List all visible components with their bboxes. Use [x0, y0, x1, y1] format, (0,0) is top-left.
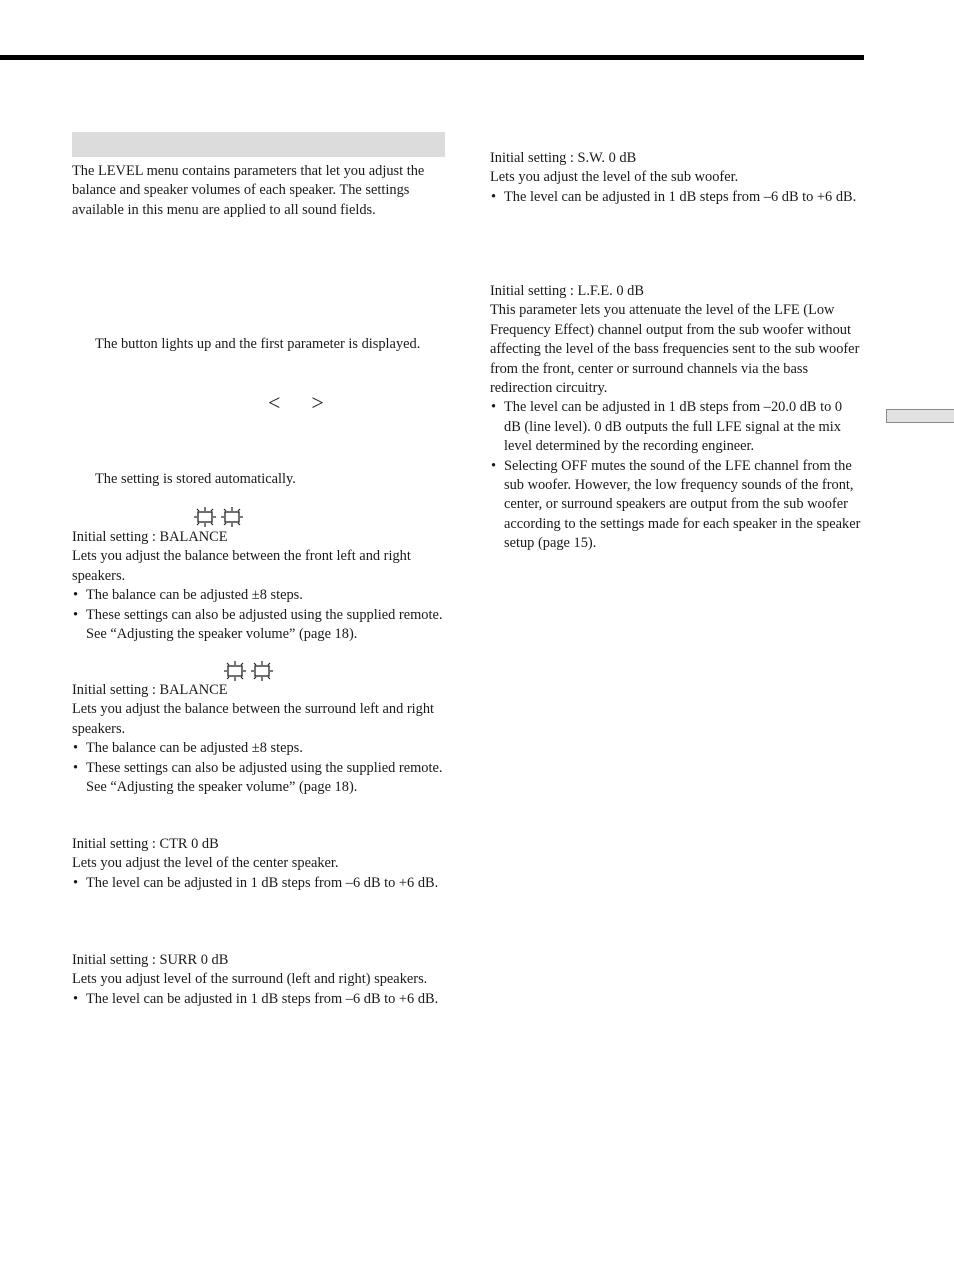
list-item: • These settings can also be adjusted using the supplied remote. See “Adjusting the speaker volume” (page 18). [72, 606, 447, 645]
list-item: • These settings can also be adjusted using the supplied remote. See “Adjusting the speaker volume” (page 18). [72, 759, 447, 798]
left-arrow-icon: < [268, 390, 281, 415]
center-level-desc: Lets you adjust the level of the center speaker. [72, 855, 339, 872]
list-item: • Selecting OFF mutes the sound of the LFE channel from the sub woofer. However, the low frequency sounds of the front, center, or surround speakers are output from the sub woofer according to the settings made for each speaker in the speaker setup (page 15). [490, 457, 862, 554]
surround-level-initial: Initial setting : SURR 0 dB [72, 952, 229, 968]
section-heading-bar [72, 132, 445, 157]
list-item: • The balance can be adjusted ±8 steps. [72, 586, 447, 605]
cursor-buttons [268, 390, 324, 416]
surround-level-section [72, 951, 447, 1009]
top-rule [0, 55, 864, 60]
surround-left-speaker-icon [224, 661, 246, 681]
subwoofer-level-initial: Initial setting : S.W. 0 dB [490, 150, 637, 166]
list-item: • The balance can be adjusted ±8 steps. [72, 739, 447, 758]
front-right-speaker-icon [221, 507, 243, 527]
front-speaker-icons [194, 507, 243, 529]
list-item: • The level can be adjusted in 1 dB steps from –6 dB to +6 dB. [490, 188, 862, 207]
surround-speaker-icons [224, 661, 273, 683]
surround-right-speaker-icon [251, 661, 273, 681]
right-arrow-icon: > [311, 390, 324, 415]
center-level-section [72, 835, 447, 893]
list-item: • The level can be adjusted in 1 dB steps from –6 dB to +6 dB. [72, 874, 447, 893]
subwoofer-level-section [490, 149, 862, 207]
center-level-initial: Initial setting : CTR 0 dB [72, 836, 219, 852]
front-left-speaker-icon [194, 507, 216, 527]
step-note-display: The button lights up and the first parameter is displayed. [95, 336, 421, 352]
intro-text: The LEVEL menu contains parameters that let you adjust the balance and speaker volumes of each speaker. The settings available in this menu are applied to all sound fields. [72, 163, 425, 218]
chapter-tab [886, 409, 954, 423]
subwoofer-level-desc: Lets you adjust the level of the sub woofer. [490, 169, 739, 186]
lfe-level-section [490, 282, 862, 554]
lfe-level-desc: This parameter lets you attenuate the level of the LFE (Low Frequency Effect) channel output from the sub woofer without affecting the level of the bass frequencies sent to the sub woofer from the front, center or surround channels via the bass redirection circuitry. [490, 302, 860, 397]
surround-balance-section [72, 681, 447, 797]
front-balance-desc: Lets you adjust the balance between the front left and right speakers. [72, 548, 411, 584]
surround-level-desc: Lets you adjust level of the surround (left and right) speakers. [72, 971, 428, 988]
front-balance-initial: Initial setting : BALANCE [72, 529, 228, 545]
list-item: • The level can be adjusted in 1 dB steps from –6 dB to +6 dB. [72, 990, 447, 1009]
step-note-stored: The setting is stored automatically. [95, 471, 296, 487]
surround-balance-initial: Initial setting : BALANCE [72, 682, 228, 698]
list-item: • The level can be adjusted in 1 dB steps from –20.0 dB to 0 dB (line level). 0 dB outputs the full LFE signal at the mix level determined by the recording engineer. [490, 398, 862, 456]
front-balance-section [72, 528, 447, 644]
lfe-level-initial: Initial setting : L.F.E. 0 dB [490, 283, 644, 299]
surround-balance-desc: Lets you adjust the balance between the surround left and right speakers. [72, 701, 435, 737]
